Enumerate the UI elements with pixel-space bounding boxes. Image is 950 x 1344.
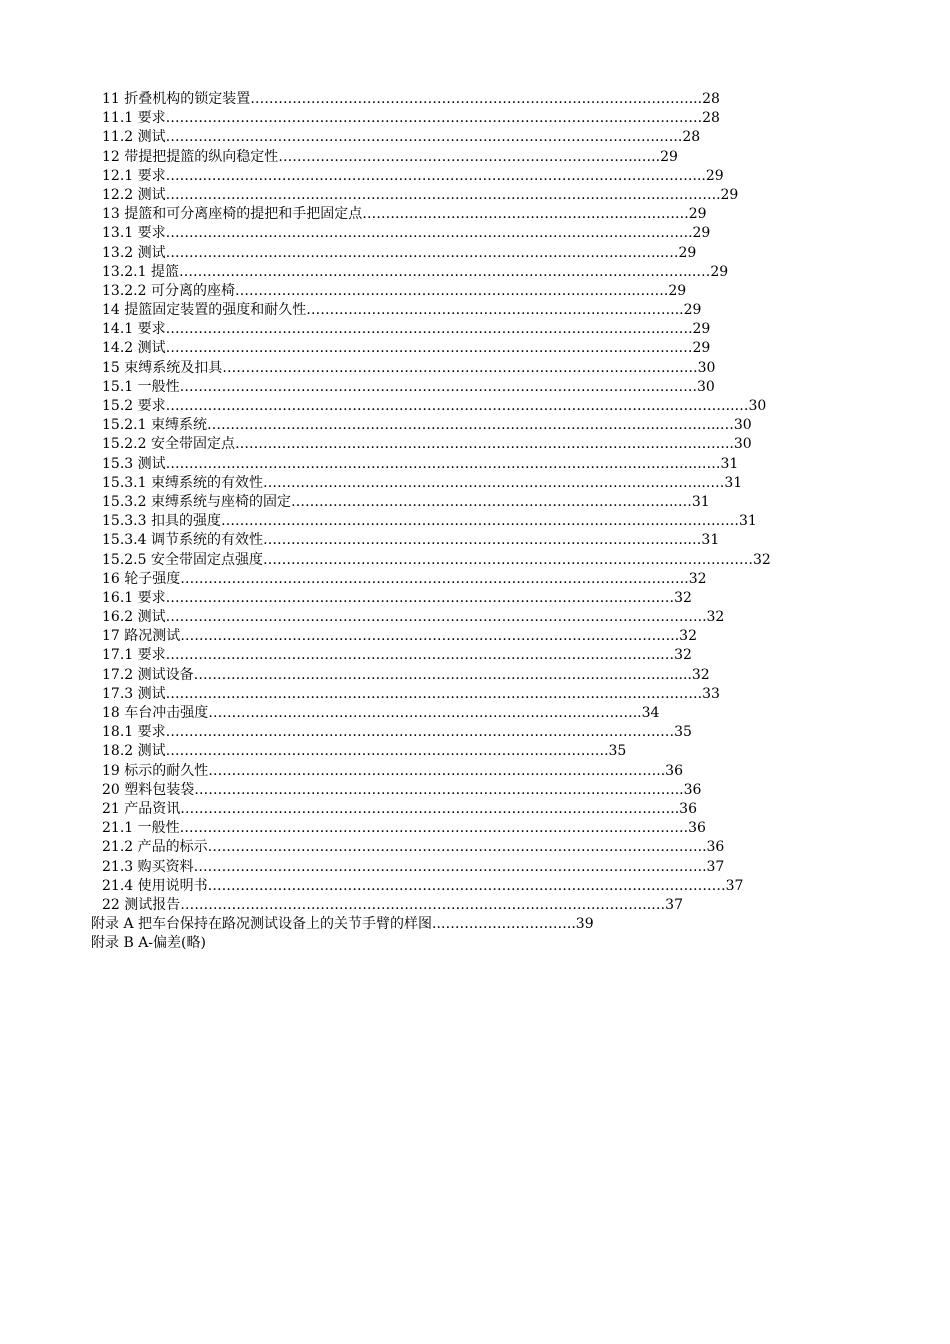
toc-entry-text: 13.1 要求…………………………………………………………………………………………………..29 [102,225,711,242]
toc-entry-text: 21.2 产品的标示……………………………………………………………………………………………..36 [102,839,725,856]
toc-entry-22[interactable] [0,896,950,915]
toc-entry-text: 17.3 测试…………………………………………………………………………………………………….33 [102,685,720,702]
toc-entry-text: 19 标示的耐久性……………………………………………………………………………………..36 [102,762,683,779]
toc-entry-text: 15.3.1 束缚系统的有效性…………………………………………………………………………………...…31 [102,474,743,491]
toc-entry-15-2[interactable] [0,397,950,416]
toc-entry-text: 13.2.2 可分离的座椅…………………………………………………………………………..…….29 [102,282,687,299]
toc-entry-text: 15.3 测试…………………………………………………………………………………………………..……31 [102,455,739,472]
toc-entry-text: 15.2.2 安全带固定点……………………………………………………………………………………………..30 [102,436,752,453]
toc-entry-text: 15.3.3 扣具的强度…………………………………………………………………………………………………31 [102,513,757,530]
toc-entry-17-2[interactable] [0,666,950,685]
toc-entry-text: 16 轮子强度……………………………………………………………………………………………….32 [102,570,707,587]
toc-entry-text: 15.1 一般性………………………………………………………………………………………..……….30 [102,378,715,395]
toc-entry-text: 附录 A 把车台保持在路况测试设备上的关节手臂的样图..………………………..39 [91,916,594,933]
toc-entry-17-3[interactable] [0,685,950,704]
toc-entry-18-1[interactable] [0,723,950,742]
toc-entry-14-2[interactable] [0,339,950,358]
toc-entry-text: 13.2 测试……………………………………………………………………………………………..…29 [102,244,697,261]
toc-entry-19[interactable] [0,762,950,781]
toc-entry-text: 21 产品资讯……………………………………………………………………………………………..36 [102,800,697,817]
toc-entry-13-2-2[interactable] [0,282,950,301]
toc-entry-15-2-2[interactable] [0,435,950,454]
toc-entry-18[interactable] [0,704,950,723]
toc-entry-14[interactable] [0,301,950,320]
toc-entry-13-2[interactable] [0,244,950,263]
table-of-contents [0,90,950,953]
toc-entry-15-2-5[interactable] [0,551,950,570]
toc-entry-text: 16.1 要求…………………………………………………………………………………………….…32 [102,589,692,606]
toc-entry-appendix-a[interactable] [0,915,950,934]
toc-entry-text: 22 测试报告………………………………………………………………………………………..…37 [102,896,683,913]
toc-entry-appendix-b[interactable] [0,934,950,953]
toc-entry-text: 18.1 要求…………………………………………………………………………………………….…35 [102,724,692,741]
toc-entry-12[interactable] [0,148,950,167]
toc-entry-text: 13 提篮和可分离座椅的提把和手把固定点…………………………………………………………….29 [102,206,707,223]
toc-entry-12-2[interactable] [0,186,950,205]
toc-entry-text: 15.3.4 调节系统的有效性……………………………………………………………………………….…31 [102,532,720,549]
toc-entry-text: 12.1 要求……..……………………………………………………………………………………………...29 [102,167,724,184]
toc-entry-text: 17.2 测试设备………………………………………………………………………………………….....32 [102,666,710,683]
toc-entry-text: 14 提篮固定装置的强度和耐久性……………………………………………………………………...29 [102,302,702,319]
toc-entry-11-1[interactable] [0,109,950,128]
toc-entry-21-2[interactable] [0,838,950,857]
toc-entry-text: 14.2 测试……….……………………………………………………………………………………….…29 [102,340,711,357]
toc-entry-text: 15.3.2 束缚系统与座椅的固定………………………………………………………………………..…31 [102,493,710,510]
toc-entry-15-3-4[interactable] [0,531,950,550]
toc-entry-16-2[interactable] [0,608,950,627]
toc-entry-17-1[interactable] [0,646,950,665]
toc-entry-15-3-3[interactable] [0,512,950,531]
toc-entry-15-3-2[interactable] [0,493,950,512]
toc-entry-text: 15.2.1 束缚系统………………………………………………………………………………………………..…30 [102,417,752,434]
toc-entry-text: 15 束缚系统及扣具……………………………………………………………………………………..….30 [102,359,716,376]
toc-entry-text: 13.2.1 提篮………………………………………………………………………………………………...…29 [102,263,729,280]
toc-entry-text: 21.1 一般性……………………………………………………………………………………………….36 [102,820,706,837]
toc-entry-15-3[interactable] [0,455,950,474]
toc-entry-text: 15.2.5 安全带固定点强度……………………………………………………………………………………………32 [102,551,771,568]
toc-entry-14-1[interactable] [0,320,950,339]
toc-entry-13-1[interactable] [0,224,950,243]
toc-entry-12-1[interactable] [0,167,950,186]
toc-entry-text: 14.1 要求…………………………………………………………………………………………….…….29 [102,321,711,338]
toc-entry-16[interactable] [0,570,950,589]
toc-entry-11-2[interactable] [0,128,950,147]
toc-entry-15[interactable] [0,359,950,378]
toc-entry-13[interactable] [0,205,950,224]
toc-entry-text: 17.1 要求…………………………………………………………………………………………….…32 [102,647,692,664]
toc-entry-text: 18.2 测试………………………………………………………………………….……….35 [102,743,627,760]
toc-entry-17[interactable] [0,627,950,646]
toc-entry-text: 12.2 测试………………………………………………………………………………………………………..29 [102,186,739,203]
toc-entry-text: 21.3 购买资料………………………………………………………………………………………………..37 [102,858,725,875]
toc-entry-text: 21.4 使用说明书…………………………………………………………………………………………………37 [102,877,744,894]
toc-entry-21-1[interactable] [0,819,950,838]
toc-entry-text: 11.2 测试……………………………………………………………..……………………….…….…..28 [102,129,701,146]
toc-entry-text: 12 带提把提篮的纵向稳定性…………………………………………………………………..…..29 [102,148,678,165]
toc-entry-16-1[interactable] [0,589,950,608]
toc-entry-15-1[interactable] [0,378,950,397]
toc-entry-15-3-1[interactable] [0,474,950,493]
toc-entry-text: 18 车台冲击强度…………………………………………………………………………….…..34 [102,705,660,721]
toc-entry-15-2-1[interactable] [0,416,950,435]
toc-entry-20[interactable] [0,781,950,800]
toc-entry-18-2[interactable] [0,742,950,761]
toc-entry-text: 附录 B A-偏差(略) [91,935,206,952]
toc-entry-21[interactable] [0,800,950,819]
toc-entry-21-3[interactable] [0,858,950,877]
toc-entry-text: 17 路况测试……………………………………………………………………………………………..32 [102,628,697,645]
toc-entry-text: 11 折叠机构的锁定装置……………………………………………………………….…………………...28 [102,91,720,107]
toc-entry-text: 15.2 要求…………………………………………………………………………………………………………..…30 [102,398,767,414]
toc-entry-13-2-1[interactable] [0,263,950,282]
toc-entry-text: 11.1 要求…………………………………………………………………………………………………….28 [102,110,720,127]
toc-entry-text: 16.2 测试……………………………………………………………………………………………………..32 [102,609,725,626]
toc-entry-21-4[interactable] [0,877,950,896]
toc-entry-11[interactable] [0,90,950,109]
toc-entry-text: 20 塑料包装袋……………………………………………………………………………………….…..36 [102,781,702,798]
